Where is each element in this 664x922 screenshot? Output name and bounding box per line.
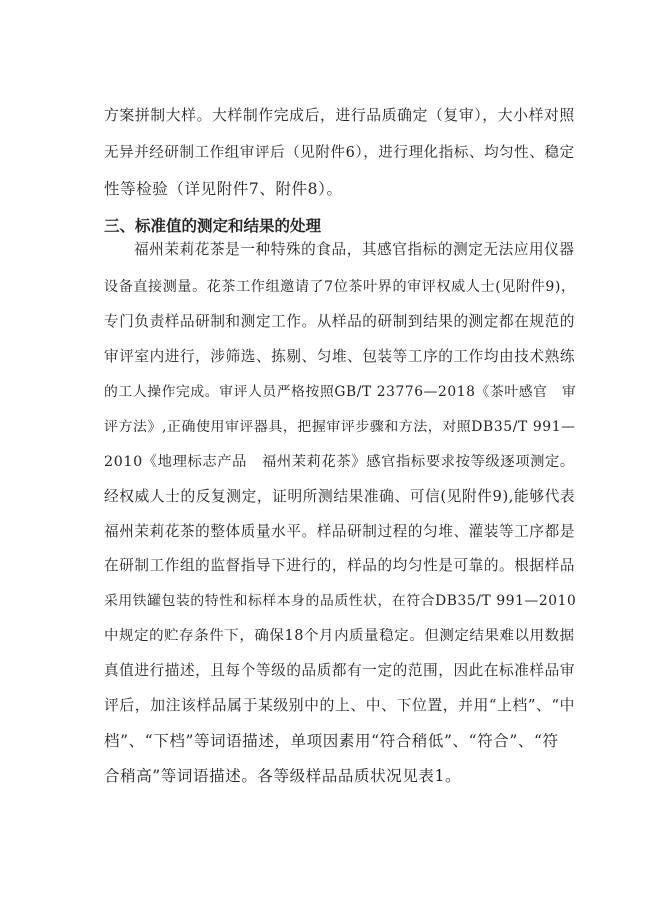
section-heading: 三、标准值的测定和结果的处理 <box>104 217 322 235</box>
paragraph-line: 在研制工作组的监督指导下进行的，样品的均匀性是可靠的。根据样品 <box>104 557 576 574</box>
paragraph-line: 评方法》,正确使用审评器具，把握审评步骤和方法，对照DB35/T 991— <box>104 419 576 435</box>
paragraph-line: 审评室内进行，涉筛选、拣剔、匀堆、包装等工序的工作均由技术熟练 <box>104 348 576 365</box>
paragraph-line: 经权威人士的反复测定，证明所测结果准确、可信(见附件9),能够代表 <box>104 488 576 505</box>
paragraph-line: 合稍高”等词语描述。各等级样品品质状况见表1。 <box>104 767 462 785</box>
paragraph-line: 性等检验（详见附件7、附件8）。 <box>104 180 343 198</box>
paragraph-line: 真值进行描述，且每个等级的品质都有一定的范围，因此在标准样品审 <box>104 662 576 679</box>
paragraph-line: 设备直接测量。花茶工作组邀请了7位茶叶界的审评权威人士(见附件9)， <box>104 279 576 295</box>
paragraph-line: 方案拼制大样。大样制作完成后，进行品质确定（复审），大小样对照 <box>104 107 575 124</box>
paragraph-line: 档”、“下档”等词语描述，单项因素用“符合稍低”、“符合”、“符 <box>104 732 559 750</box>
paragraph-line: 专门负责样品研制和测定工作。从样品的研制到结果的测定都在规范的 <box>104 313 576 330</box>
paragraph-line: 的工人操作完成。审评人员严格按照GB/T 23776—2018《茶叶感官 审 <box>104 384 577 400</box>
paragraph-line: 2010《地理标志产品 福州茉莉花茶》感官指标要求按等级逐项测定。 <box>104 454 575 470</box>
paragraph-line: 采用铁罐包装的特性和标样本身的品质性状，在符合DB35/T 991—2010 <box>104 593 577 609</box>
paragraph-line: 福州茉莉花茶是一种特殊的食品，其感官指标的测定无法应用仪器 <box>134 241 575 258</box>
paragraph-line: 福州茉莉花茶的整体质量水平。样品研制过程的匀堆、灌装等工序都是 <box>104 523 576 540</box>
paragraph-line: 评后，加注该样品属于某级别中的上、中、下位置，并用“上档”、“中 <box>104 697 576 714</box>
paragraph-line: 无异并经研制工作组审评后（见附件6），进行理化指标、均匀性、稳定 <box>104 145 575 161</box>
paragraph-line: 中规定的贮存条件下，确保18个月内质量稳定。但测定结果难以用数据 <box>104 628 575 644</box>
